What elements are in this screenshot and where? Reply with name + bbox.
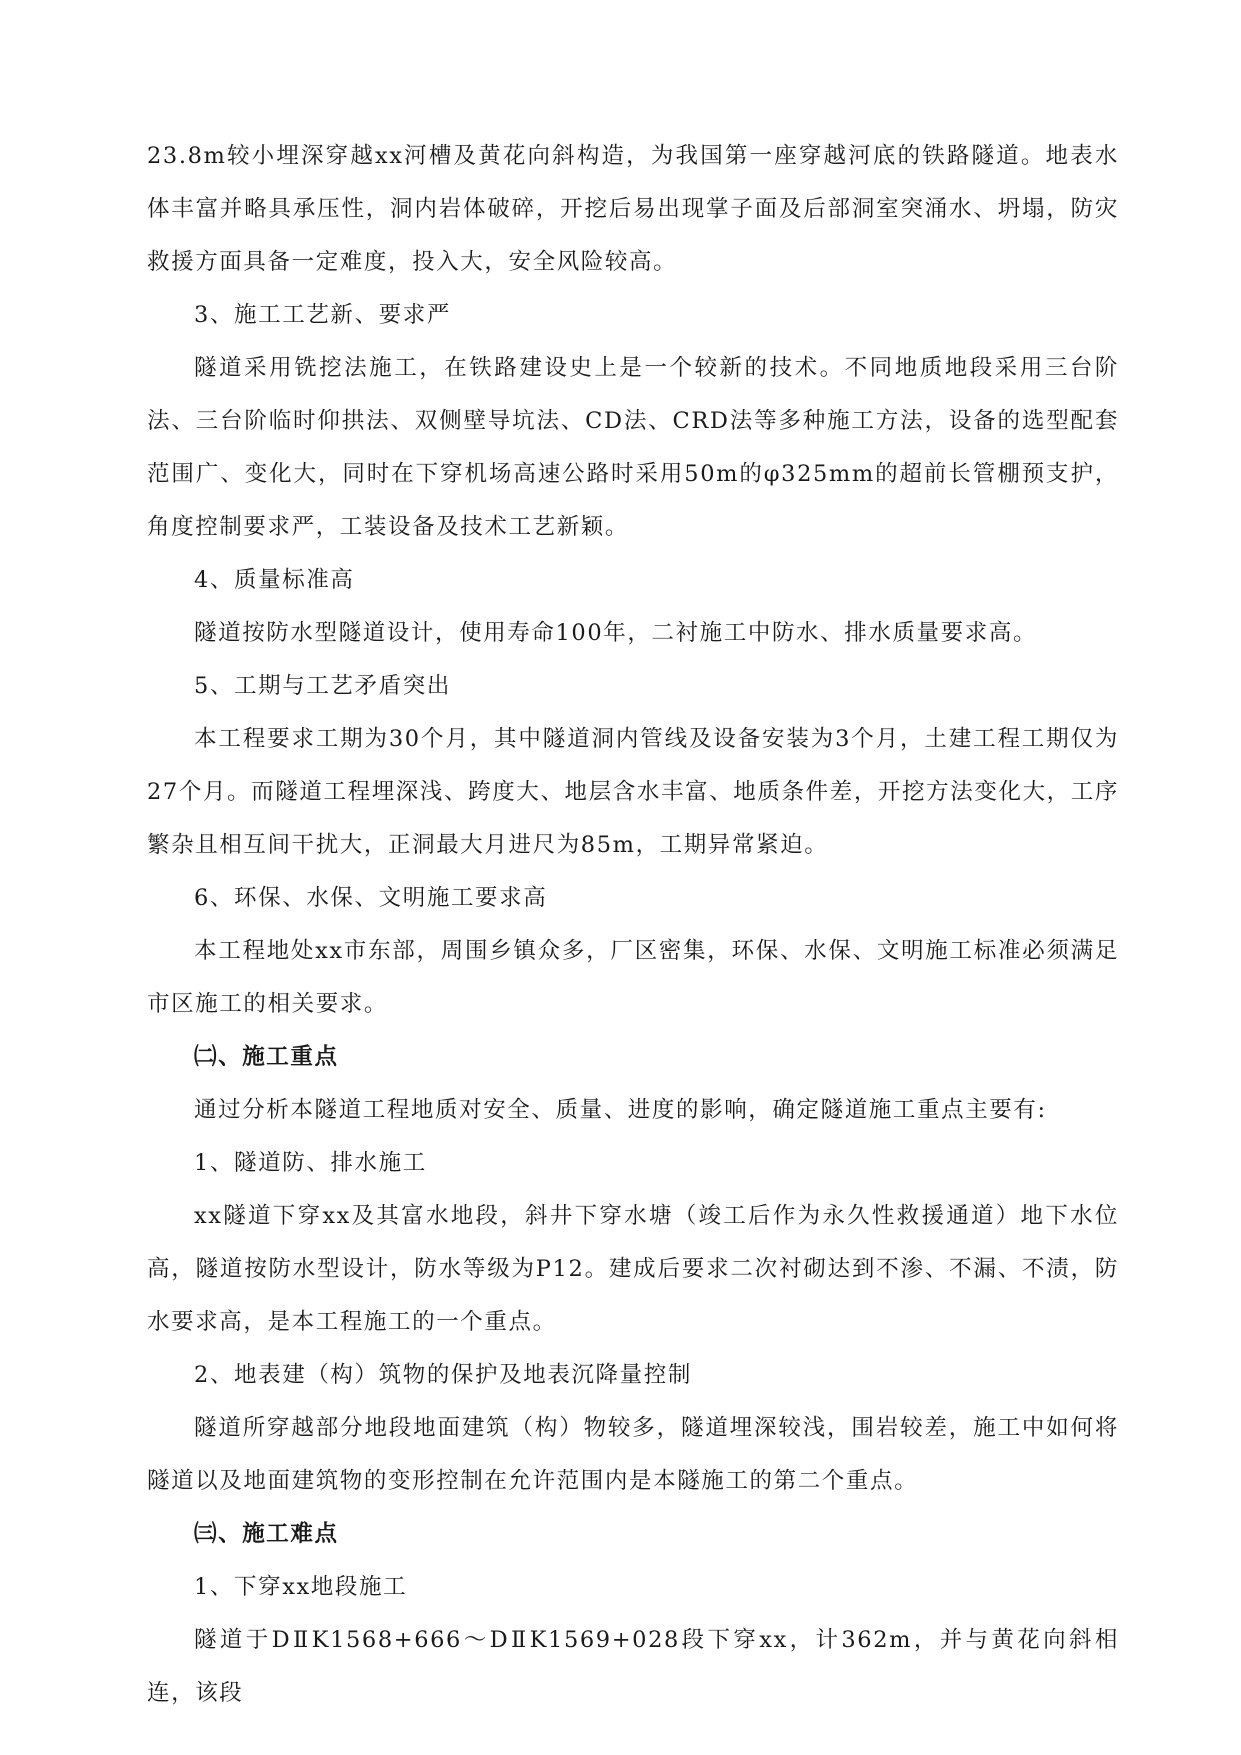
section-heading-construction-difficulties: ㈢、施工难点: [194, 1521, 339, 1547]
section-heading-construction-key-points: ㈡、施工重点: [194, 1044, 339, 1070]
item-heading-4: 4、质量标准高: [194, 567, 355, 593]
item-heading-2: 2、地表建（构）筑物的保护及地表沉降量控制: [194, 1362, 692, 1388]
paragraph: 本工程地处xx市东部，周围乡镇众多，厂区密集，环保、水保、文明施工标准必须满足市区施工的相关要求。: [147, 938, 1119, 1017]
item-heading-6: 6、环保、水保、文明施工要求高: [194, 885, 548, 911]
paragraph: 本工程要求工期为30个月，其中隧道洞内管线及设备安装为3个月，土建工程工期仅为27个月。而隧道工程埋深浅、跨度大、地层含水丰富、地质条件差，开挖方法变化大，工序繁杂且相互间干扰大，正洞最大月进尺为85m，工期异常紧迫。: [147, 726, 1119, 858]
paragraph: 隧道按防水型隧道设计，使用寿命100年，二衬施工中防水、排水质量要求高。: [194, 620, 1038, 646]
item-heading-1: 1、隧道防、排水施工: [194, 1150, 427, 1176]
paragraph: 隧道所穿越部分地段地面建筑（构）物较多，隧道埋深较浅，围岩较差，施工中如何将隧道以及地面建筑物的变形控制在允许范围内是本隧施工的第二个重点。: [147, 1415, 1119, 1494]
paragraph: 隧道于DⅡK1568+666～DⅡK1569+028段下穿xx，计362m，并与黄花向斜相连，该段: [147, 1627, 1119, 1706]
item-heading-5: 5、工期与工艺矛盾突出: [194, 673, 451, 699]
paragraph: 隧道采用铣挖法施工，在铁路建设史上是一个较新的技术。不同地质地段采用三台阶法、三台阶临时仰拱法、双侧壁导坑法、CD法、CRD法等多种施工方法，设备的选型配套范围广、变化大，同时在下穿机场高速公路时采用50m的φ325mm的超前长管棚预支护，角度控制要求严，工装设备及技术工艺新颖。: [147, 355, 1119, 540]
paragraph: 通过分析本隧道工程地质对安全、质量、进度的影响，确定隧道施工重点主要有:: [194, 1097, 1047, 1123]
document-body: [147, 130, 1119, 1720]
item-heading-1: 1、下穿xx地段施工: [194, 1574, 408, 1600]
paragraph-continued: 23.8m较小埋深穿越xx河槽及黄花向斜构造，为我国第一座穿越河底的铁路隧道。地表水体丰富并略具承压性，洞内岩体破碎，开挖后易出现掌子面及后部洞室突涌水、坍塌，防灾救援方面具备一定难度，投入大，安全风险较高。: [147, 143, 1119, 275]
paragraph: xx隧道下穿xx及其富水地段，斜井下穿水塘（竣工后作为永久性救援通道）地下水位高，隧道按防水型设计，防水等级为P12。建成后要求二次衬砌达到不渗、不漏、不渍，防水要求高，是本工程施工的一个重点。: [147, 1203, 1119, 1335]
item-heading-3: 3、施工工艺新、要求严: [194, 302, 451, 328]
